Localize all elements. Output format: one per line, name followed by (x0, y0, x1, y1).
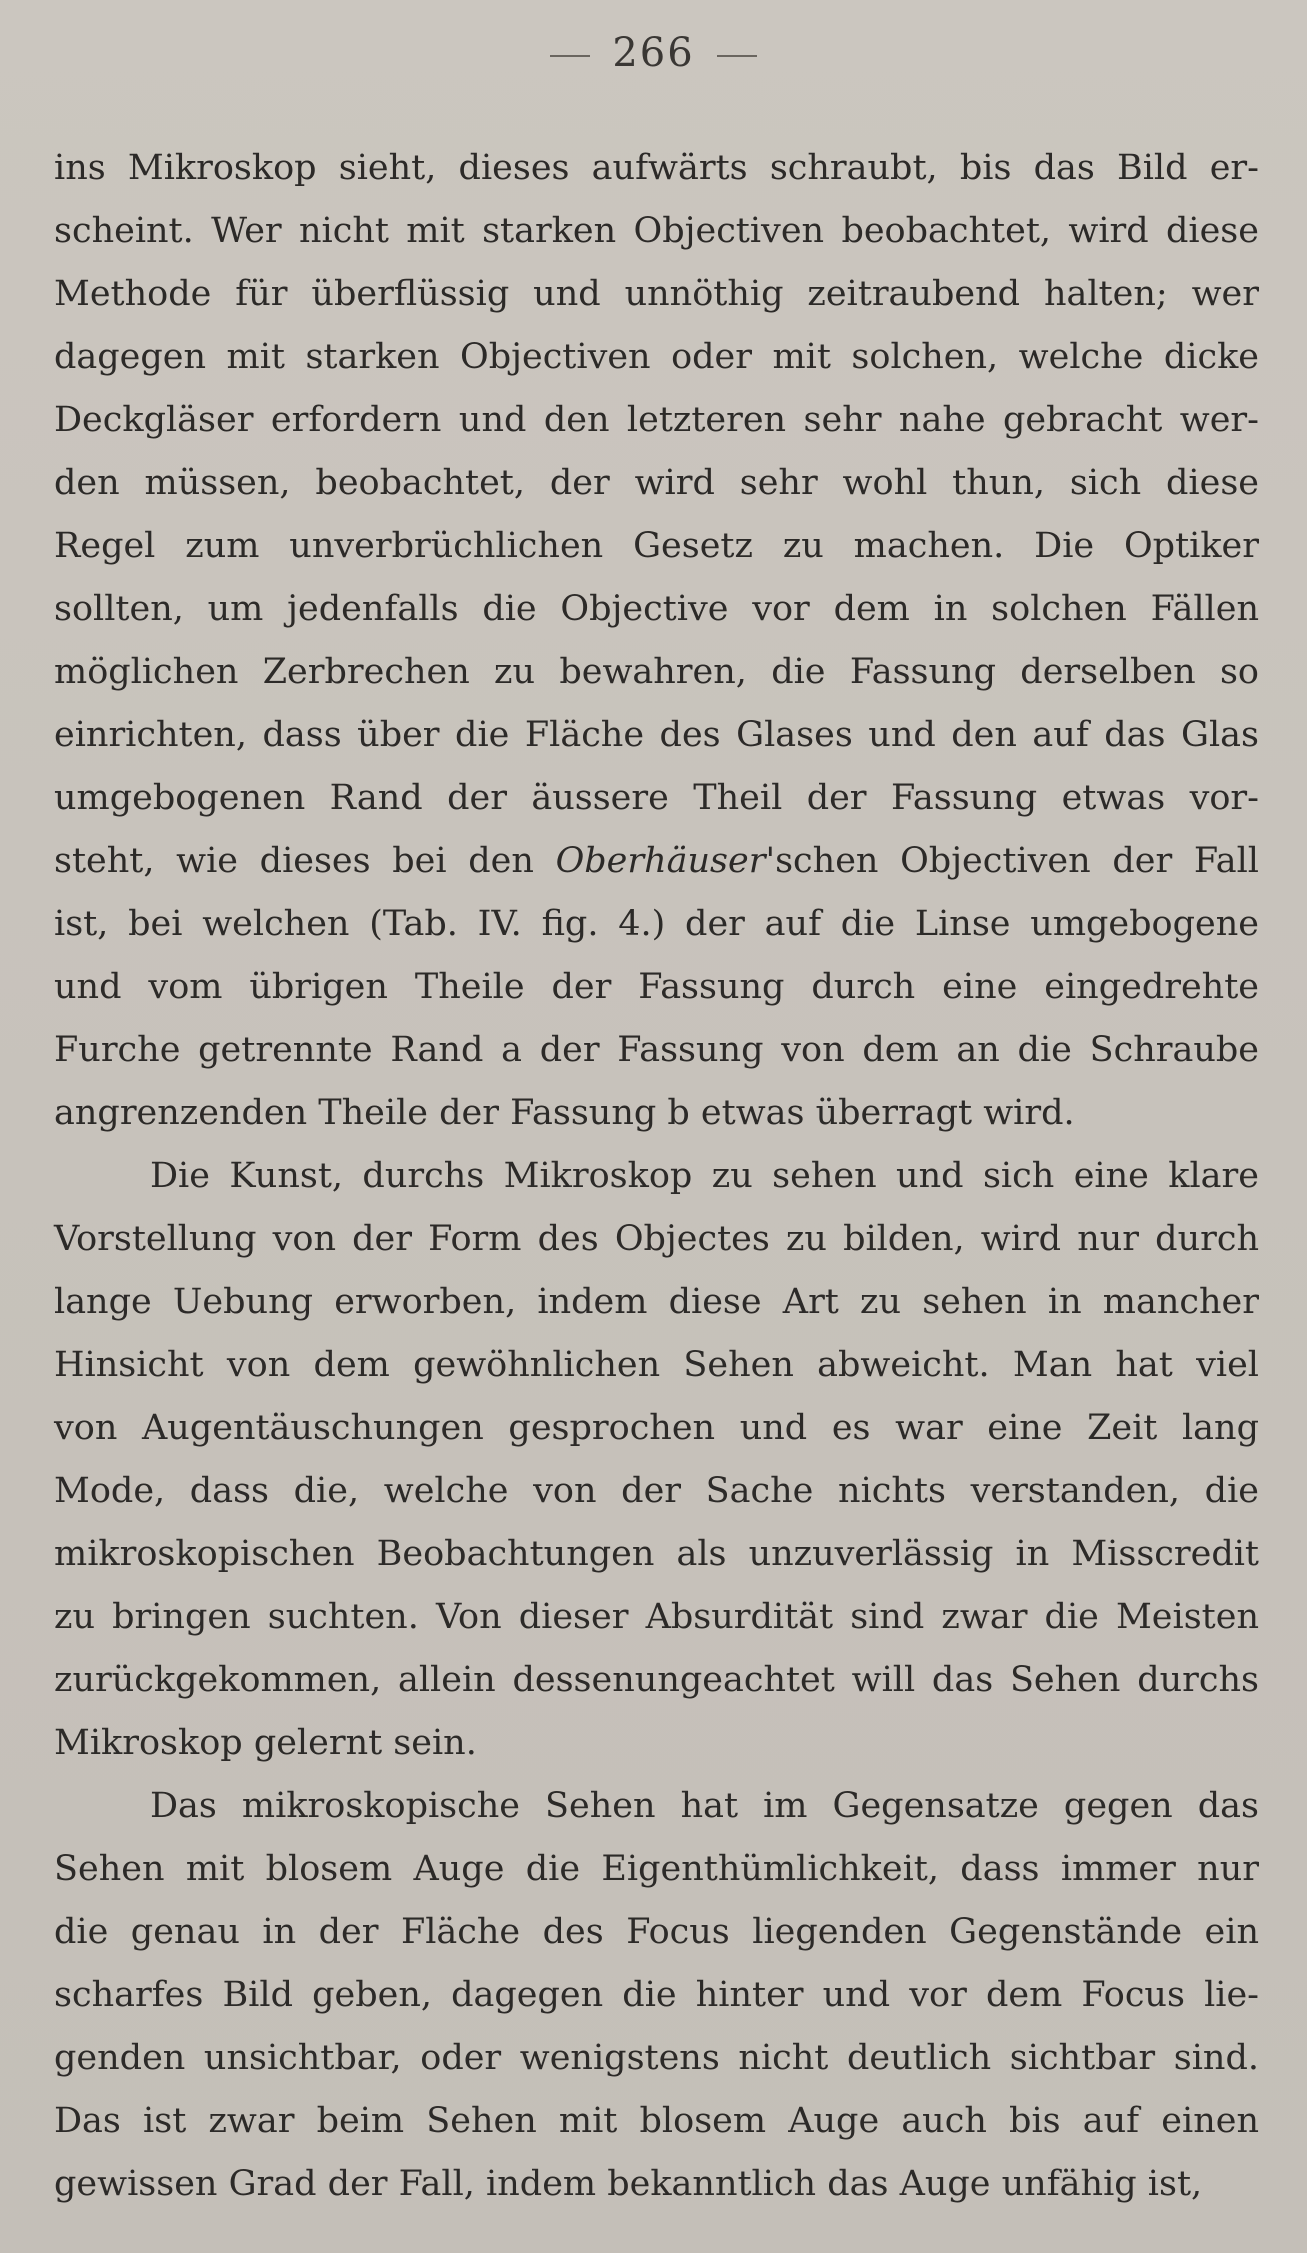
text-line: zurückgekommen, allein dessenungeachtet will das Sehen durchs (54, 1660, 1259, 1700)
header-dash-right (717, 55, 757, 57)
text-line: mikroskopischen Beobachtungen als unzuverlässig in Misscredit (54, 1534, 1259, 1574)
text-line: Mode, dass die, welche von der Sache nichts verstanden, die (54, 1471, 1259, 1511)
text-line: möglichen Zerbrechen zu bewahren, die Fassung derselben so (54, 652, 1259, 692)
text-line: genden unsichtbar, oder wenigstens nicht deutlich sichtbar sind. (54, 2038, 1259, 2078)
text-line: Die Kunst, durchs Mikroskop zu sehen und sich eine klare (150, 1156, 1259, 1196)
text-line: Regel zum unverbrüchlichen Gesetz zu machen. Die Optiker (54, 526, 1259, 566)
text-line: scharfes Bild geben, dagegen die hinter und vor dem Focus lie- (54, 1975, 1259, 2015)
text-line: Methode für überflüssig und unnöthig zeitraubend halten; wer (54, 274, 1259, 314)
text-line: lange Uebung erworben, indem diese Art zu sehen in mancher (54, 1282, 1259, 1322)
header-dash-left (550, 55, 590, 57)
text-line: Sehen mit blosem Auge die Eigenthümlichkeit, dass immer nur (54, 1849, 1259, 1889)
text-line: Das ist zwar beim Sehen mit blosem Auge auch bis auf einen (54, 2101, 1259, 2141)
text-line: zu bringen suchten. Von dieser Absurdität sind zwar die Meisten (54, 1597, 1259, 1637)
text-line: Das mikroskopische Sehen hat im Gegensatze gegen das (150, 1786, 1259, 1826)
text-line: sollten, um jedenfalls die Objective vor dem in solchen Fällen (54, 589, 1259, 629)
text-line: von Augentäuschungen gesprochen und es war eine Zeit lang (54, 1408, 1259, 1448)
text-line: dagegen mit starken Objectiven oder mit solchen, welche dicke (54, 337, 1259, 377)
text-line: und vom übrigen Theile der Fassung durch eine eingedrehte (54, 967, 1259, 1007)
page-number: 266 (612, 30, 695, 76)
paragraph (54, 1145, 1259, 1775)
text-line: umgebogenen Rand der äussere Theil der Fassung etwas vor- (54, 778, 1259, 818)
text-line: scheint. Wer nicht mit starken Objectiven beobachtet, wird diese (54, 211, 1259, 251)
text-line: gewissen Grad der Fall, indem bekanntlich das Auge unfähig ist, (54, 2164, 1203, 2204)
text-line: Deckgläser erfordern und den letzteren sehr nahe gebracht wer- (54, 400, 1259, 440)
text-line: die genau in der Fläche des Focus liegenden Gegenstände ein (54, 1912, 1259, 1952)
italic-name: Oberhäuser (555, 841, 766, 881)
paragraph (54, 1775, 1259, 2216)
text-line: den müssen, beobachtet, der wird sehr wohl thun, sich diese (54, 463, 1259, 503)
paragraph (54, 137, 1259, 1145)
text-line: angrenzenden Theile der Fassung b etwas überragt wird. (54, 1093, 1075, 1133)
page-header (0, 30, 1307, 76)
text-line: ist, bei welchen (Tab. IV. fig. 4.) der auf die Linse umgebogene (54, 904, 1259, 944)
text-line: Hinsicht von dem gewöhnlichen Sehen abweicht. Man hat viel (54, 1345, 1259, 1385)
text-line: ins Mikroskop sieht, dieses aufwärts schraubt, bis das Bild er- (54, 148, 1259, 188)
body-text (54, 137, 1259, 2216)
text-line: einrichten, dass über die Fläche des Glases und den auf das Glas (54, 715, 1259, 755)
text-line: Mikroskop gelernt sein. (54, 1723, 477, 1763)
text-line: steht, wie dieses bei den Oberhäuser'schen Objectiven der Fall (54, 841, 1259, 881)
text-line: Vorstellung von der Form des Objectes zu bilden, wird nur durch (54, 1219, 1259, 1259)
text-line: Furche getrennte Rand a der Fassung von dem an die Schraube (54, 1030, 1259, 1070)
